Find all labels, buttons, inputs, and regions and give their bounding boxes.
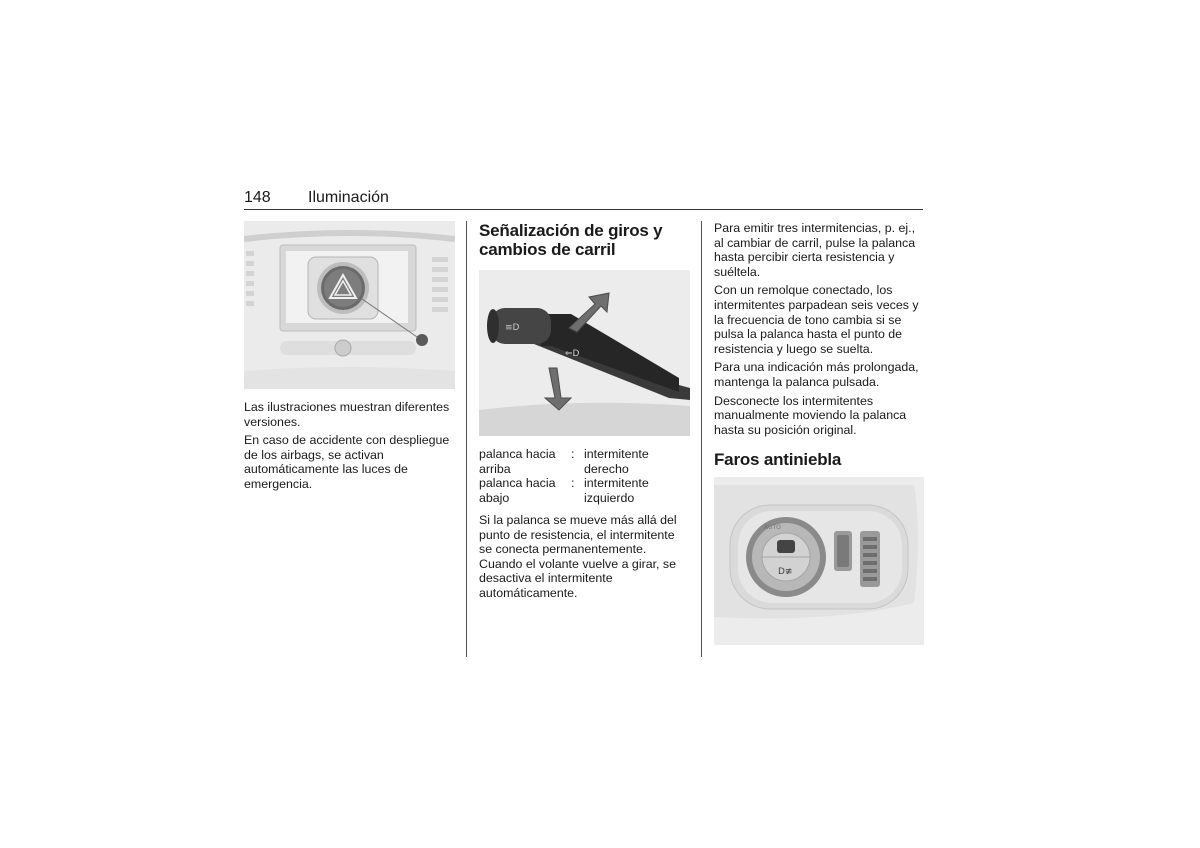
- svg-text:⇐D: ⇐D: [565, 349, 580, 359]
- col2-text: [479, 513, 691, 601]
- fog-heading-wrap: [714, 450, 926, 469]
- table-row: [479, 447, 691, 476]
- lever-direction-table: [479, 447, 691, 505]
- section-title: Iluminación: [308, 189, 389, 206]
- table-row: [479, 476, 691, 505]
- svg-text:≡D: ≡D: [505, 323, 520, 333]
- svg-text:D≢: D≢: [778, 567, 793, 577]
- column-divider-1: [466, 221, 467, 657]
- header-rule: [244, 209, 923, 210]
- versions-note: Las ilustraciones muestran diferentes versiones.: [244, 400, 450, 429]
- auto-label: AUTO: [764, 524, 781, 531]
- airbag-note: En caso de accidente con despliegue de los airbags, se activan automáticamente las luces de emergencia.: [244, 433, 450, 491]
- turn-signal-lever-illustration: [479, 270, 690, 436]
- prolonged-signal-note: Para una indicación más prolongada, mantenga la palanca pulsada.: [714, 360, 919, 389]
- fog-lights-heading: Faros antiniebla: [714, 450, 842, 469]
- separator: :: [571, 447, 575, 461]
- lever-direction: palanca hacia arriba: [479, 447, 556, 476]
- col1-text: [244, 400, 458, 492]
- trailer-note: Con un remolque conectado, los intermitentes parpadean seis veces y la frecuencia de tono cambia si se pulsa la palanca hasta el punto de resistencia y luego se suelta.: [714, 283, 919, 356]
- fog-light-switch-illustration: [714, 477, 924, 645]
- three-flash-note: Para emitir tres intermitencias, p. ej., al cambiar de carril, pulse la palanca hasta percibir cierta resistencia y suéltela.: [714, 221, 916, 279]
- lever-direction: palanca hacia abajo: [479, 476, 556, 505]
- separator: :: [571, 476, 575, 491]
- hazard-button-illustration: [244, 221, 455, 389]
- col2-heading-wrap: [479, 221, 691, 259]
- signal-result: intermitente izquierdo: [584, 476, 649, 505]
- cancel-signal-note: Desconecte los intermitentes manualmente moviendo la palanca hasta su posición original.: [714, 393, 907, 437]
- signal-result: intermitente derecho: [584, 447, 649, 476]
- column-divider-2: [701, 221, 702, 657]
- permanent-signal-note: Si la palanca se mueve más allá del punto de resistencia, el intermitente se conecta permanentemente. Cuando el volante vuelve a girar, se desactiva el intermitente automáticamente.: [479, 513, 677, 600]
- col3-text: [714, 221, 926, 437]
- page-number: 148: [244, 189, 271, 206]
- turn-signal-heading: Señalización de giros y cambios de carril: [479, 221, 663, 259]
